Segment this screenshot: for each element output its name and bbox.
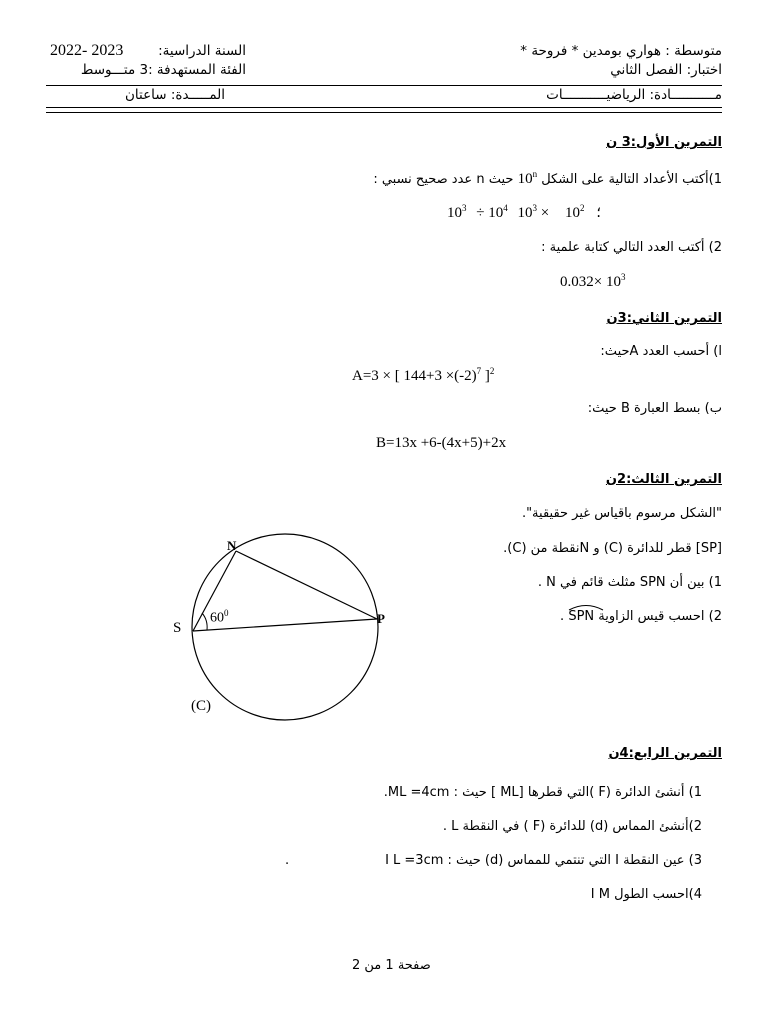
ex4-title: التمرين الرابع:4ن <box>608 746 722 761</box>
ex2-b-expr: B=13x +6-(4x+5)+2x <box>376 435 507 451</box>
angle-arc <box>202 613 207 630</box>
ex2-a-text: ا) أحسب العدد Aحيث: <box>600 344 722 359</box>
angle-hat-icon <box>568 603 604 611</box>
ex4-line4: 4)احسب الطول I M <box>590 887 702 902</box>
ex3-title: التمرين الثالث:2ن <box>605 472 722 487</box>
label-n: N <box>227 538 237 553</box>
circle-c <box>192 534 378 720</box>
ex3-note: "الشكل مرسوم باقياس غير حقيقية". <box>521 506 722 521</box>
ex2-a-expr: A=3 × [ $144+3 \times(-2)^7$ ]$^2$ <box>352 366 495 384</box>
label-s: S <box>173 620 182 636</box>
ex4-line1: 1) أنشئ الدائرة (F )التي قطرها [ML ] حيث : ML =4cm. <box>383 785 702 800</box>
page-number: صفحة 1 من 2 <box>352 958 431 973</box>
ex2-b-text: ب) بسط العبارة B حيث: <box>587 401 722 416</box>
school-name: متوسطة : هواري بومدين * فروحة * <box>520 43 722 59</box>
ex3-line3: 2) احسب قيس الزاوية SPN . <box>560 609 722 624</box>
ex1-q1-tail: حيث n عدد صحيح نسبي : <box>373 172 514 187</box>
header-rule-1 <box>46 85 722 86</box>
ex1-q1 <box>373 169 722 188</box>
label-c: (C) <box>191 698 211 714</box>
subject: مـــــــــــادة: الرياضيـــــــــــات <box>546 87 722 103</box>
header-rule-2 <box>46 107 722 108</box>
class-label: الفئة المستهدفة :3 متـــوسط <box>80 62 246 78</box>
ex3-line2: 1) بين أن SPN مثلث قائم في N . <box>537 575 722 590</box>
ex4-line3: 3) عين النقطة I التي تنتمي للمماس (d) حيث : I L =3cm <box>385 853 702 868</box>
ex4-line3-dot: . <box>285 853 290 868</box>
year-value: 2022- 2023 <box>50 42 124 59</box>
ex1-title: التمرين الأول:3 ن <box>606 135 722 150</box>
ex1-q2: 2) أكتب العدد التالي كتابة علمية : <box>541 240 722 255</box>
ex1-q1-expr: 10$^n$ <box>517 169 538 187</box>
angle-label: $60^0$ <box>210 608 229 626</box>
label-p: P <box>377 611 385 626</box>
segment-np <box>236 551 377 619</box>
exam-name: اختبار: الفصل الثاني <box>610 62 722 78</box>
year-label: السنة الدراسية: <box>158 43 246 59</box>
duration: المـــــدة: ساعتان <box>124 87 225 103</box>
ex4-line2: 2)أنشئ المماس (d) للدائرة (F ) في النقطة L . <box>442 819 702 834</box>
ex3-angle: SPN <box>568 609 594 624</box>
ex3-line3-pre: 2) احسب قيس الزاوية <box>598 609 722 624</box>
ex1-q1-text: أكتب الأعداد التالية على الشكل <box>541 172 709 187</box>
ex1-q2-value: $0.032\times 10^3$ <box>560 272 626 290</box>
ex1-q1-num: 1) <box>708 172 722 187</box>
header-rule-3 <box>46 112 722 113</box>
ex1-line1: $10^3 \div 10^4$ ؛ $10^2 \times 10^3$ <box>447 203 601 221</box>
ex2-title: التمرين الثاني:3ن <box>606 311 722 326</box>
ex3-line1: [SP] قطر للدائرة (C) و Nنقطة من (C). <box>503 541 722 556</box>
